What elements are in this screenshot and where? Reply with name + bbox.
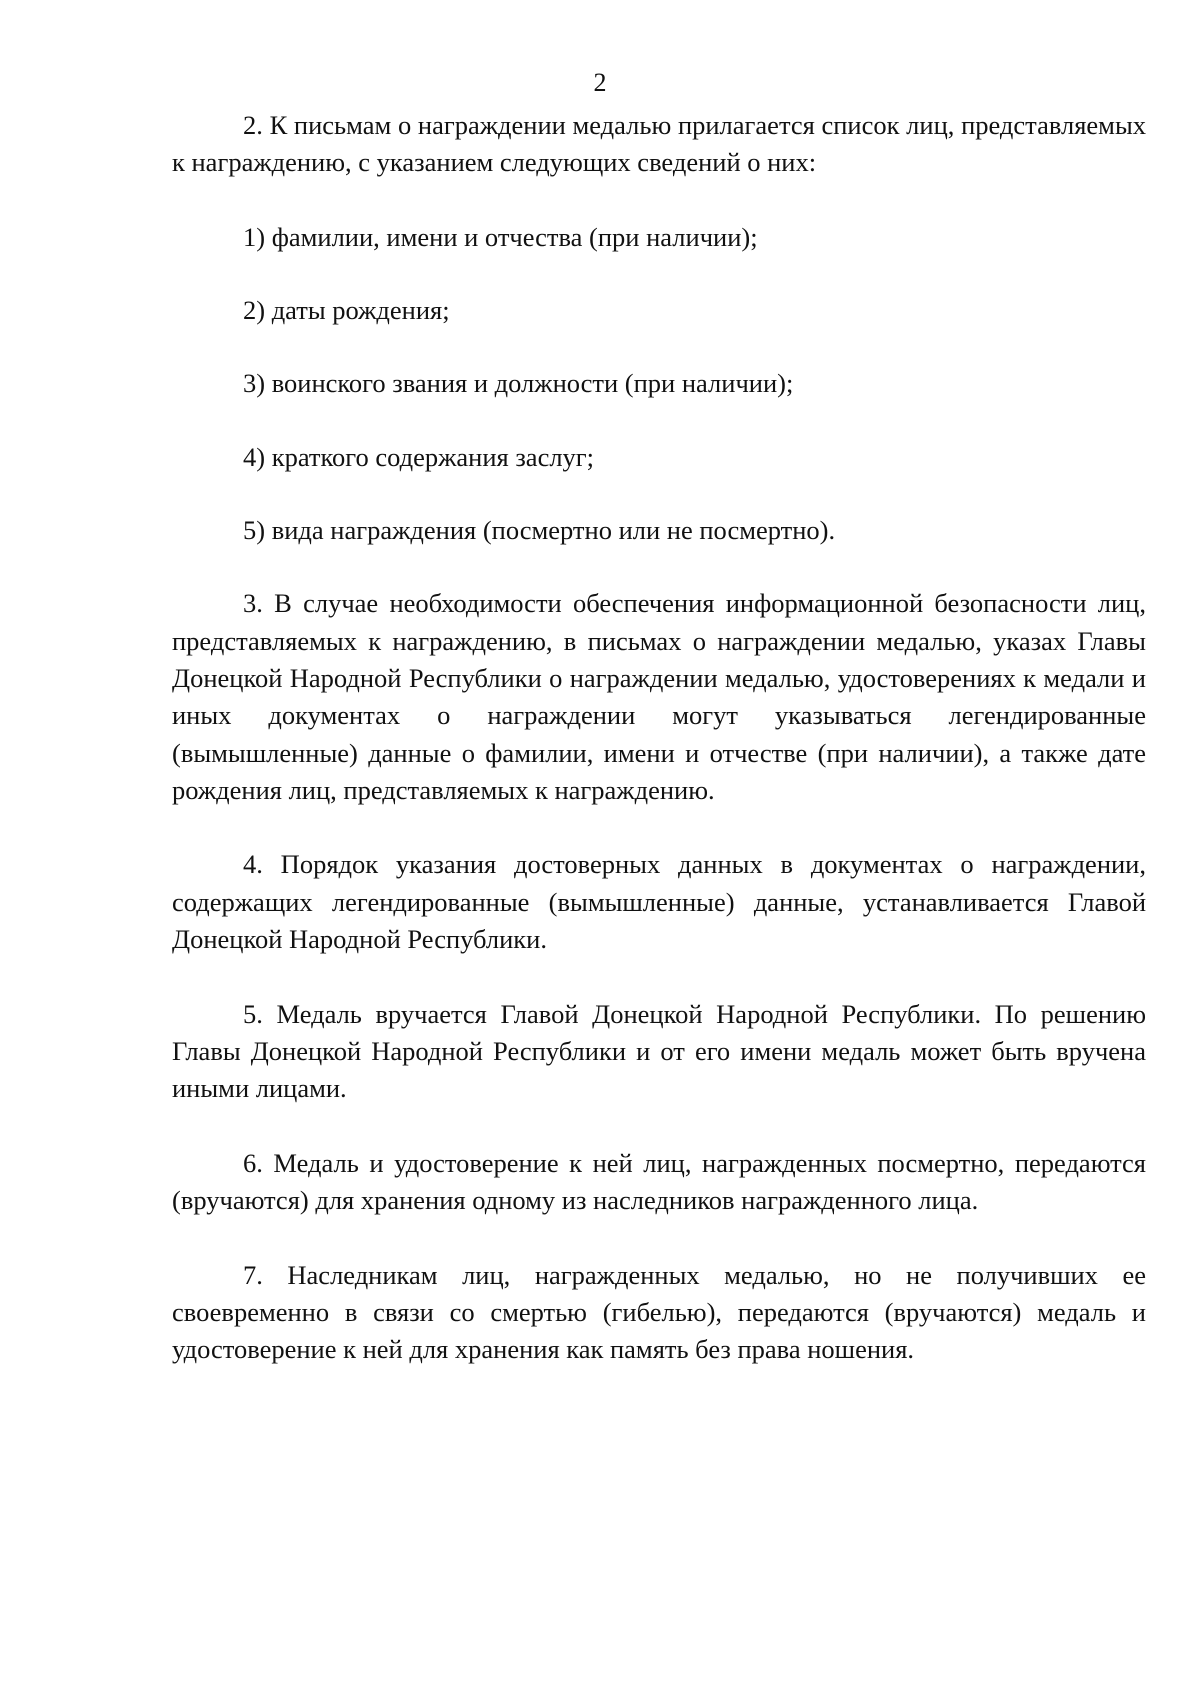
list-item-2: 2) даты рождения; [243, 295, 450, 326]
paragraph-7: 7. Наследникам лиц, награжденных медалью, но не получивших ее своевременно в связи со смертью (гибелью), передаются (вручаются) медаль и удостоверение к ней для хранения как память без права ношения. [172, 1259, 1146, 1365]
document-body [172, 107, 1146, 1406]
paragraph-3: 3. В случае необходимости обеспечения информационной безопасности лиц, представляемых к награждению, в письмах о награждении медалью, указах Главы Донецкой Народной Республики о награждении медалью, удостоверениях к медали и иных документах о награждении могут указываться легендированные (вымышленные) данные о фамилии, имени и отчестве (при наличии), а также дате рождения лиц, представляемых к награждению. [172, 588, 1146, 805]
paragraph-6: 6. Медаль и удостоверение к ней лиц, награжденных посмертно, передаются (вручаются) для хранения одному из наследников награжденного лица. [172, 1147, 1146, 1216]
list-item-3: 3) воинского звания и должности (при наличии); [243, 368, 794, 399]
list-item-4: 4) краткого содержания заслуг; [243, 441, 595, 472]
list-item-5: 5) вида награждения (посмертно или не посмертно). [243, 515, 836, 546]
paragraph-5: 5. Медаль вручается Главой Донецкой Народной Республики. По решению Главы Донецкой Народной Республики и от его имени медаль может быть вручена иными лицами. [172, 998, 1146, 1104]
paragraph-4: 4. Порядок указания достоверных данных в документах о награждении, содержащих легендированные (вымышленные) данные, устанавливается Главой Донецкой Народной Республики. [172, 849, 1146, 955]
paragraph-2: 2. К письмам о награждении медалью прилагается список лиц, представляемых к награждению, с указанием следующих сведений о них: [172, 110, 1146, 178]
list-item-1: 1) фамилии, имени и отчества (при наличии); [243, 221, 758, 252]
page-number: 2 [593, 68, 607, 97]
